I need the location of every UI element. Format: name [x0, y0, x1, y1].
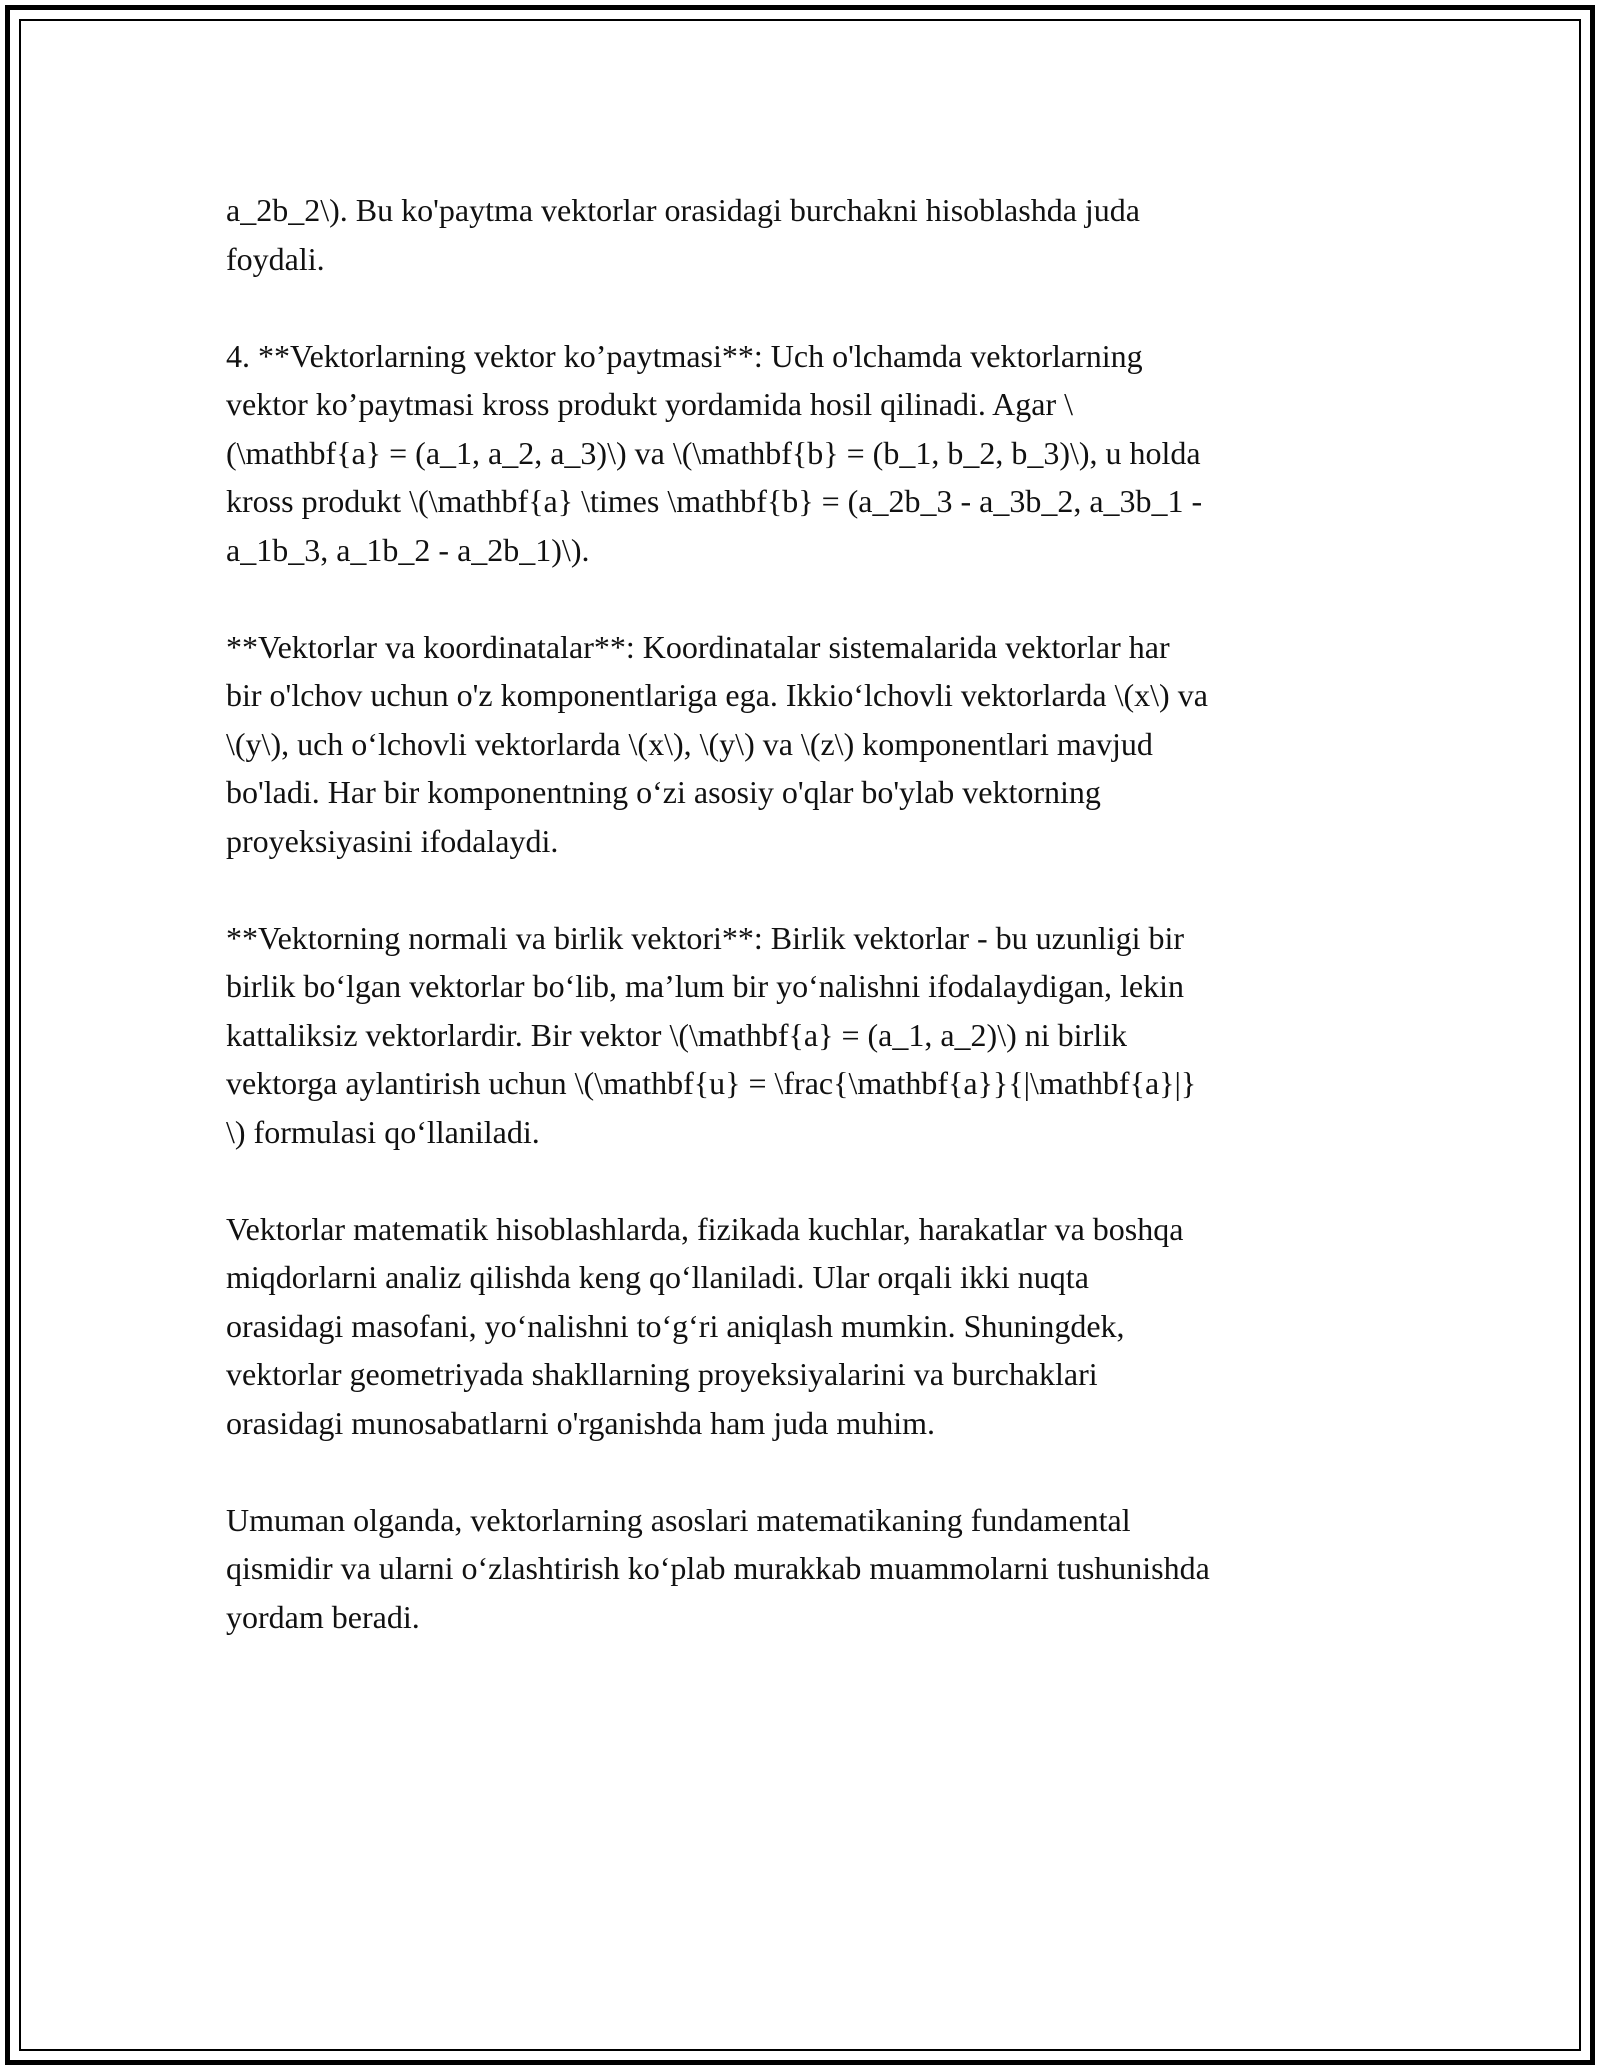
paragraph-dot-product-continuation: [226, 186, 1376, 283]
text-line: kattaliksiz vektorlardir. Bir vektor \(\mathbf{a} = (a_1, a_2)\) ni birlik: [226, 1016, 1127, 1053]
text-line: bir o'lchov uchun o'z komponentlariga ega. Ikkio‘lchovli vektorlarda \(x\) va: [226, 677, 1208, 713]
text-line: vektorlar geometriyada shakllarning proyeksiyalarini va burchaklari: [226, 1356, 1098, 1392]
text-line: Vektorlar matematik hisoblashlarda, fizikada kuchlar, harakatlar va boshqa: [226, 1210, 1184, 1247]
document-body: [226, 186, 1376, 1690]
text-line: a_2b_2\). Bu ko'paytma vektorlar orasidagi burchakni hisoblashda juda: [226, 192, 1140, 228]
text-line: orasidagi masofani, yo‘nalishni to‘g‘ri aniqlash mumkin. Shuningdek,: [226, 1307, 1125, 1344]
text-line: proyeksiyasini ifodalaydi.: [226, 822, 559, 859]
text-line: vektor ko’paytmasi kross produkt yordamida hosil qilinadi. Agar \: [226, 386, 1073, 422]
paragraph-coordinates: [226, 623, 1376, 866]
paragraph-unit-vector: [226, 914, 1376, 1157]
text-line: Umuman olganda, vektorlarning asoslari matematikaning fundamental: [226, 1501, 1131, 1538]
text-line: bo'ladi. Har bir komponentning o‘zi asosiy o'qlar bo'ylab vektorning: [226, 774, 1101, 810]
text-line: **Vektorlar va koordinatalar**: Koordinatalar sistemalarida vektorlar har: [226, 628, 1170, 665]
text-line: foydali.: [226, 240, 325, 277]
text-line: orasidagi munosabatlarni o'rganishda ham juda muhim.: [226, 1404, 936, 1441]
text-line: birlik bo‘lgan vektorlar bo‘lib, ma’lum bir yo‘nalishni ifodalaydigan, lekin: [226, 968, 1184, 1004]
text-line: miqdorlarni analiz qilishda keng qo‘llaniladi. Ular orqali ikki nuqta: [226, 1259, 1089, 1295]
text-line: \(y\), uch o‘lchovli vektorlarda \(x\), \(y\) va \(z\) komponentlari mavjud: [226, 725, 1153, 762]
text-line: **Vektorning normali va birlik vektori**: Birlik vektorlar - bu uzunligi bir: [226, 919, 1185, 956]
text-line: a_1b_3, a_1b_2 - a_2b_1)\).: [226, 531, 590, 568]
text-line: yordam beradi.: [226, 1598, 420, 1635]
text-line: vektorga aylantirish uchun \(\mathbf{u} = \frac{\mathbf{a}}{|\mathbf{a}|}: [226, 1065, 1197, 1101]
text-line: kross produkt \(\mathbf{a} \times \mathbf{b} = (a_2b_3 - a_3b_2, a_3b_1 -: [226, 483, 1203, 519]
text-line: 4. **Vektorlarning vektor ko’paytmasi**: Uch o'lchamda vektorlarning: [226, 337, 1143, 374]
paragraph-cross-product: [226, 332, 1376, 575]
text-line: qismidir va ularni o‘zlashtirish ko‘plab murakkab muammolarni tushunishda: [226, 1550, 1210, 1586]
text-line: (\mathbf{a} = (a_1, a_2, a_3)\) va \(\mathbf{b} = (b_1, b_2, b_3)\), u holda: [226, 434, 1201, 471]
paragraph-applications: [226, 1205, 1376, 1448]
text-line: \) formulasi qo‘llaniladi.: [226, 1113, 540, 1150]
paragraph-conclusion: [226, 1496, 1376, 1642]
